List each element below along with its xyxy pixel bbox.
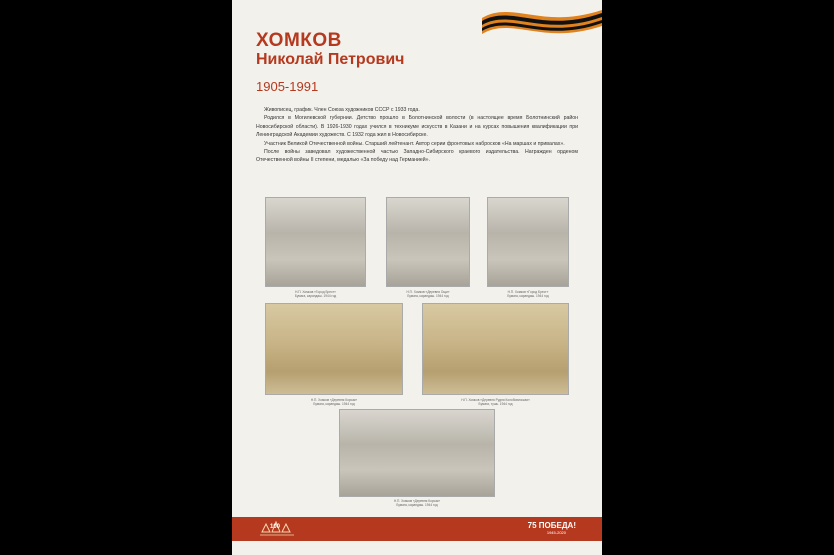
caption-sub: Бумага, карандаш. 1944 год	[507, 294, 549, 299]
artwork-caption	[265, 290, 366, 298]
victory-years: 1945-2020	[546, 530, 566, 535]
artwork-caption	[265, 398, 403, 406]
caption-sub: Бумага, карандаш. 1944 год	[396, 503, 438, 508]
artwork-sketch	[422, 303, 569, 395]
artwork-caption	[422, 398, 569, 406]
st-george-ribbon-icon	[482, 0, 602, 50]
victory-logo	[528, 521, 576, 530]
caption-title: Н.П. Хомков «Деревня Корсак»	[393, 499, 441, 503]
artwork-sketch	[386, 197, 470, 287]
artwork-sketch	[487, 197, 569, 287]
exhibition-poster	[232, 0, 602, 555]
anniversary-number: 100	[270, 524, 281, 530]
bio-paragraph: Живописец, график. Член Союза художников СССР с 1933 года.	[264, 107, 420, 113]
bio-paragraph: Родился в Могилевской губернии. Детство прошло в Болотнинской волости (в настоящее время Болотнинский район Новосибирской области). В 1926-1930 годах учился в техникуме искусств в Казани и на курсах повышения квалификации при Ленинградской Академии художеств. С 1932 года жил в Новосибирске.	[256, 115, 578, 139]
caption-title: Н.П. Хомков «Город Брест»	[295, 290, 336, 294]
caption-title: Н.П. Хомков «Деревня Корсак»	[310, 398, 358, 402]
footer-bar	[232, 517, 602, 541]
artwork-sketch	[265, 197, 366, 287]
victory-label: ПОБЕДА!	[538, 521, 576, 530]
caption-sub: Бумага, карандаш. 1944 год	[407, 294, 449, 299]
artwork-sketch	[265, 303, 403, 395]
artwork-caption	[386, 290, 470, 298]
caption-sub: Бумага, тушь. 1944 год	[478, 402, 513, 407]
bio-paragraph: После войны заведовал художественной частью Западно-Сибирского краевого издательства. Награжден орденом Отечественной войны II степени, медалью «За победу над Германией».	[256, 149, 578, 164]
artist-surname: ХОМКОВ	[256, 30, 342, 51]
artist-name: Николай Петрович	[256, 51, 405, 68]
victory-number: 75	[527, 521, 537, 530]
biography	[256, 106, 578, 165]
artist-years: 1905-1991	[256, 79, 319, 94]
caption-sub: Бумага, карандаш. 1944 год	[294, 294, 337, 299]
caption-title: Н.П. Хомков «Город Брест»	[507, 290, 549, 294]
caption-title: Н.П. Хомков «Деревня Ощи»	[406, 290, 450, 294]
bio-paragraph: Участник Великой Отечественной войны. Старший лейтенант. Автор серии фронтовых набросков «На маршах и привалах».	[264, 140, 565, 147]
artwork-caption	[487, 290, 569, 298]
caption-title: Н.П. Хомков «Деревня Рудня Колобовичская»	[461, 398, 530, 402]
caption-sub: Бумага, карандаш. 1944 год	[313, 402, 355, 407]
artwork-caption	[339, 499, 495, 507]
artwork-sketch	[339, 409, 495, 497]
